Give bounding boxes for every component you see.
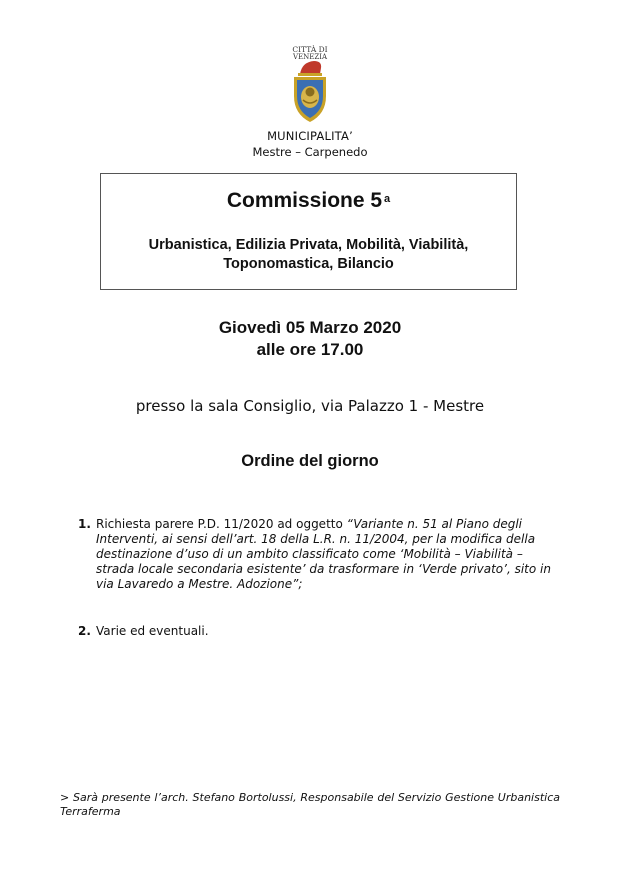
agenda-item-text-plain: Richiesta parere P.D. 11/2020 ad oggetto [96,517,347,531]
agenda-item [78,624,558,639]
logo-text-line1: CITTÀ DI [292,45,328,54]
agenda-heading: Ordine del giorno [241,452,379,470]
commission-title [101,188,516,214]
commission-subtitle-line2: Toponomastica, Bilancio [223,256,394,272]
agenda-item-number: 1. [78,517,91,531]
municipality-title: MUNICIPALITA’ [267,129,353,143]
commission-box [100,173,517,290]
district-name: Mestre – Carpenedo [252,145,368,159]
city-coat-of-arms-logo [284,44,336,126]
meeting-date: Giovedì 05 Marzo 2020 [218,318,402,337]
commission-title-text: Commissione 5 [226,189,383,212]
doge-cap-shape [300,61,321,74]
commission-superscript: a [384,193,391,205]
agenda-item [78,517,558,592]
meeting-time: alle ore 17.00 [256,340,364,359]
agenda-item-text [96,517,558,592]
commission-subtitle [101,236,516,274]
coat-of-arms-icon [284,44,336,126]
agenda-item-text [96,624,558,639]
footer-note: > Sarà presente l’arch. Stefano Bortolussi, Responsabile del Servizio Gestione Urbanistica Terraferma [60,791,560,818]
commission-subtitle-line1: Urbanistica, Edilizia Privata, Mobilità, Viabilità, [148,237,469,253]
agenda-item-number: 2. [78,624,91,638]
meeting-location: presso la sala Consiglio, via Palazzo 1 - Mestre [135,397,485,415]
agenda-item-text-plain: Varie ed eventuali. [96,624,209,638]
lion-head-shape [306,88,315,97]
crown-band-shape [298,73,322,76]
logo-text-line2: VENEZIA [292,53,328,61]
agenda-item-text-italic: “Variante n. 51 al Piano degli Interventi, ai sensi dell’art. 18 della L.R. n. 11/2004, per la modifica della destinazione d’uso di un ambito classificato come ‘Mobilità – Viabilità – strada locale secondaria esistente’ da trasformare in ‘Verde privato’, sito in via Lavaredo a Mestre. Adozione”; [96,517,551,591]
